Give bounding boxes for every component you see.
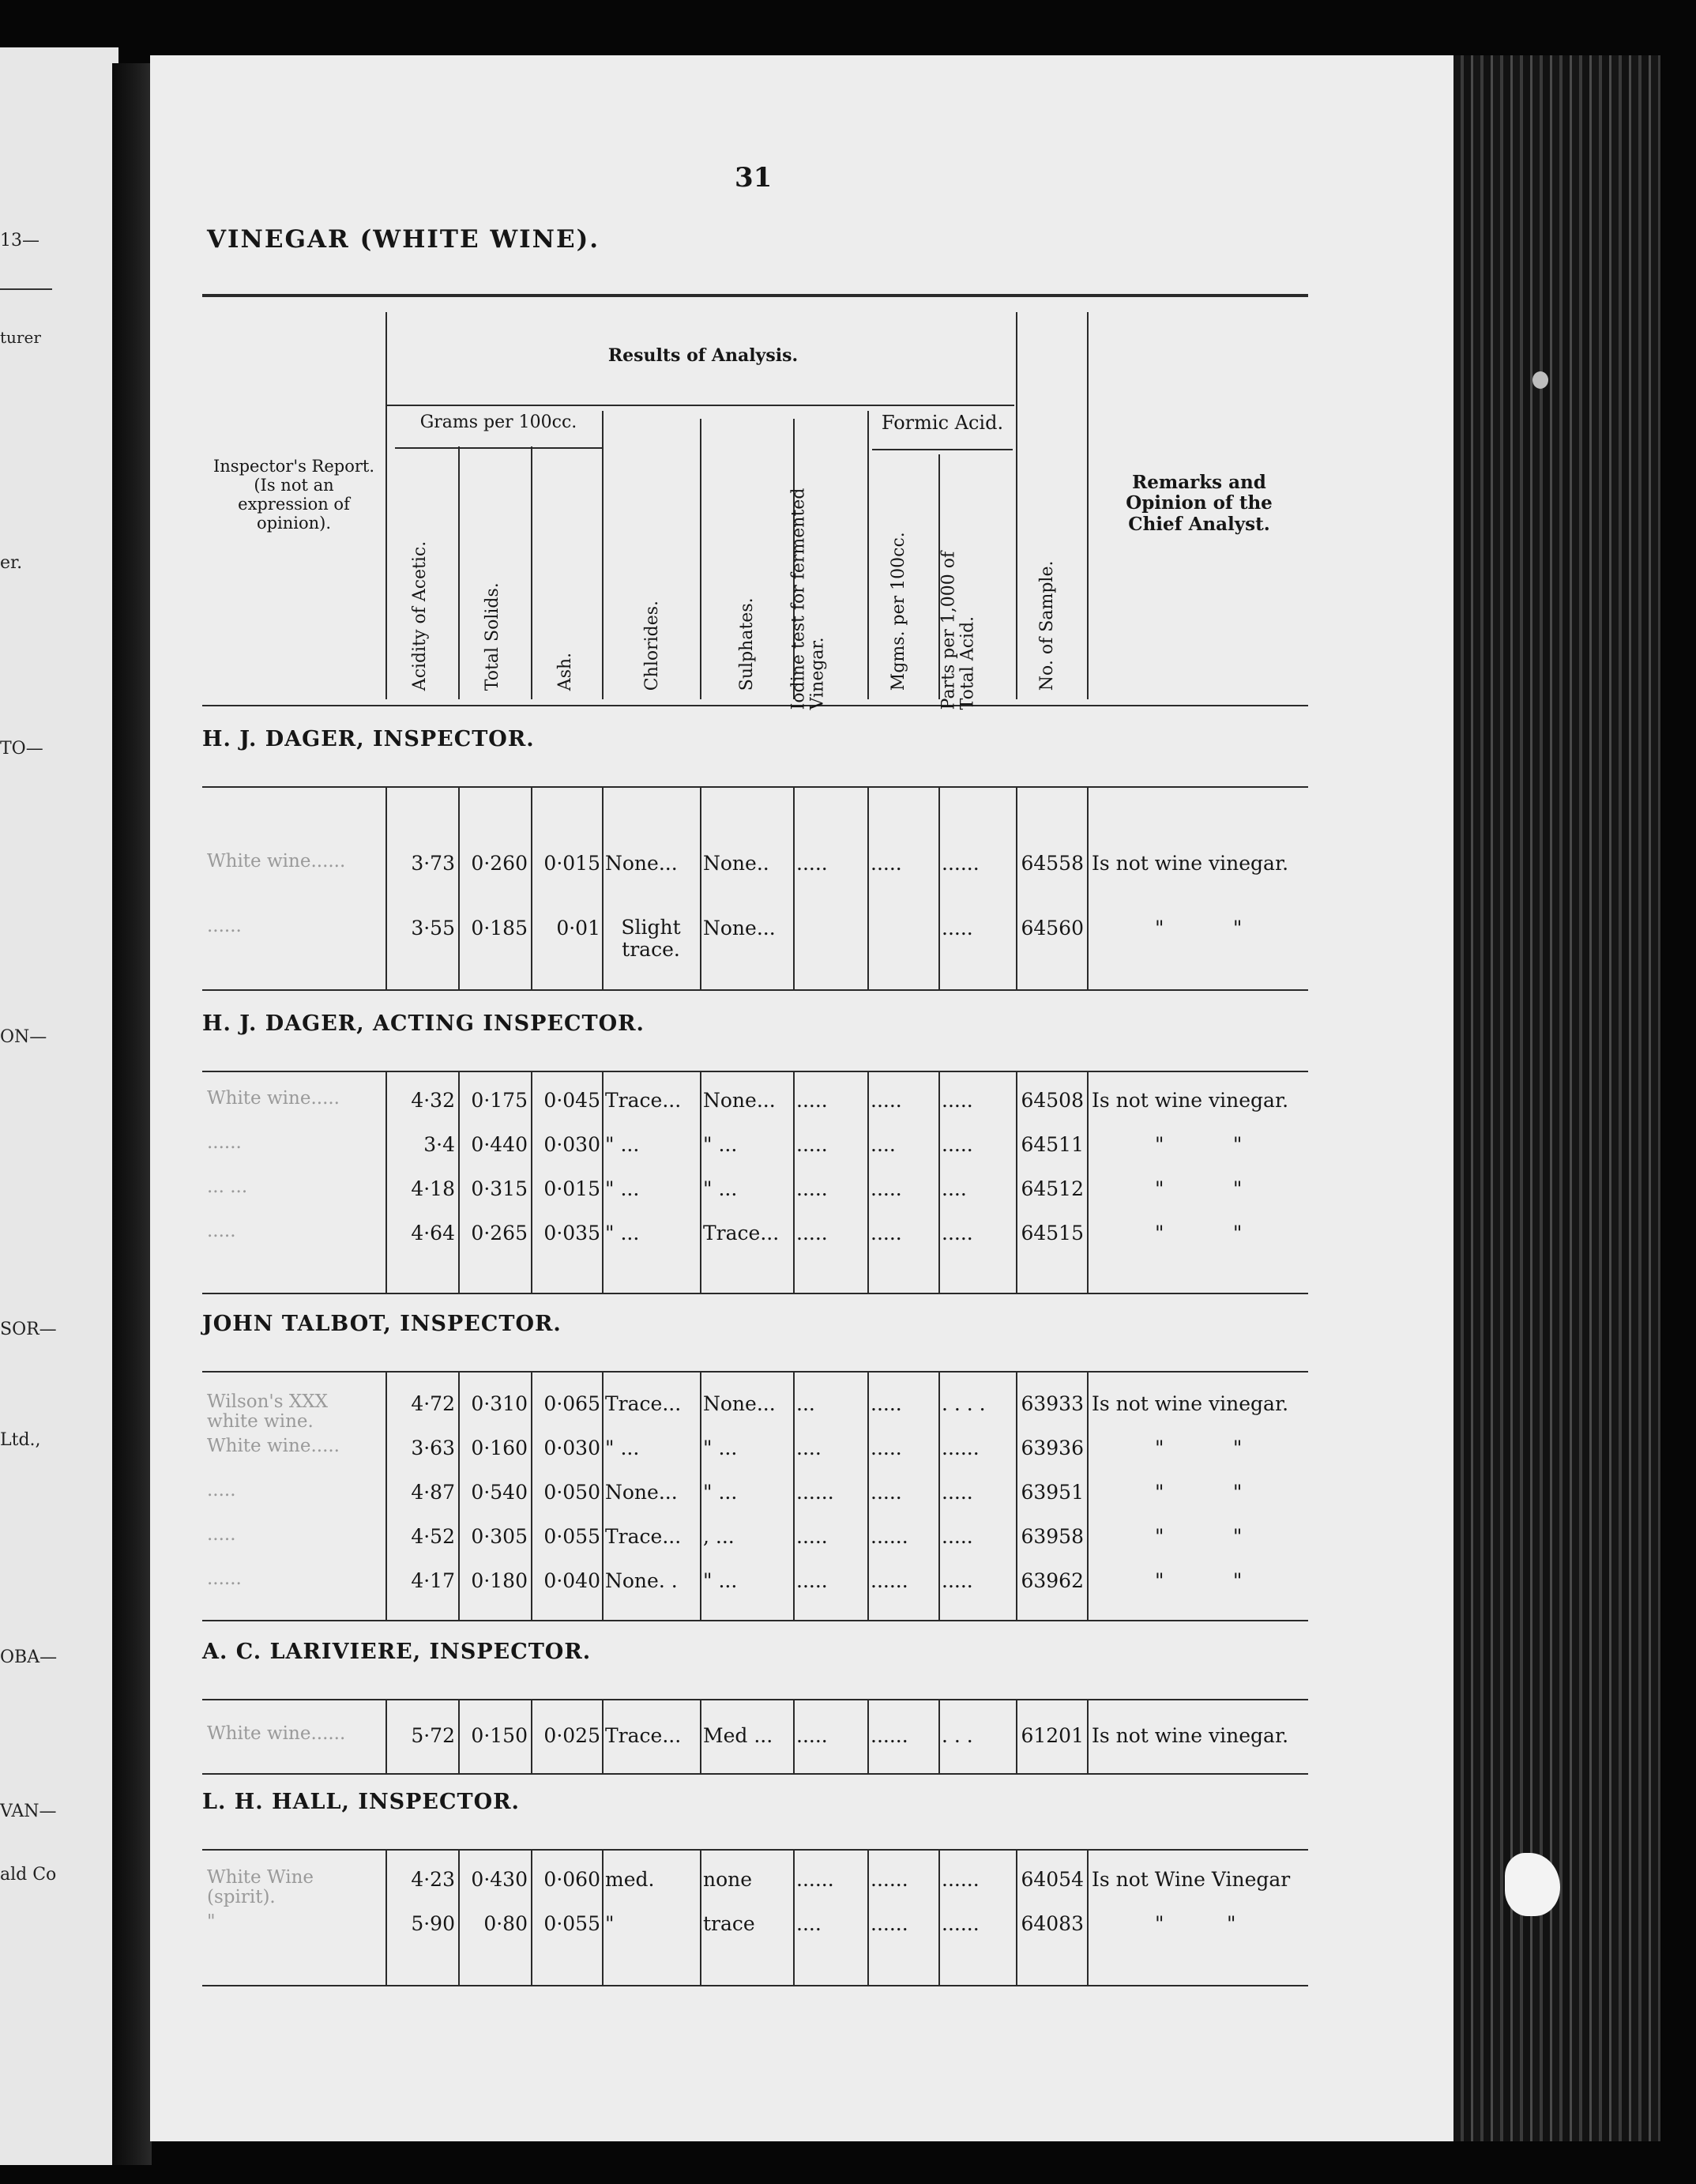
cell-solids: 0·540 — [471, 1481, 528, 1504]
column-divider — [1087, 1072, 1089, 1293]
column-divider — [938, 1373, 940, 1620]
column-divider — [602, 788, 604, 989]
cell-ash: 0·060 — [543, 1868, 600, 1891]
cell-chlorides: " ... — [605, 1133, 640, 1156]
cell-sulphates: trace — [703, 1912, 755, 1935]
cell-acidity: 4·52 — [411, 1525, 455, 1548]
section-rule — [202, 1985, 1308, 1986]
column-divider — [938, 788, 940, 989]
cell-sample: 64511 — [1021, 1133, 1084, 1156]
cell-mgms: ..... — [871, 1089, 902, 1112]
cell-sulphates: , ... — [703, 1525, 735, 1548]
column-divider — [793, 1373, 795, 1620]
column-divider — [700, 1700, 701, 1773]
cell-iodine: ..... — [796, 1569, 828, 1592]
left-page-fragment — [0, 47, 118, 2165]
column-divider — [385, 312, 387, 699]
left-margin-text: SOR— — [0, 1320, 57, 1339]
cell-report: ...... — [207, 1568, 242, 1589]
cell-remarks: " " — [1155, 1177, 1243, 1200]
cell-report: ...... — [207, 916, 242, 936]
column-divider — [602, 411, 604, 699]
column-divider — [938, 1700, 940, 1773]
cell-ash: 0·015 — [543, 852, 600, 875]
cell-chlorides: " ... — [605, 1437, 640, 1459]
cell-sulphates: " ... — [703, 1569, 738, 1592]
header-bottom-rule — [202, 705, 1308, 706]
header-mgms: Mgms. per 100cc. — [888, 532, 908, 691]
column-divider — [700, 1851, 701, 1985]
cell-mgms: ..... — [871, 1222, 902, 1245]
cell-solids: 0·265 — [471, 1222, 528, 1245]
cell-remarks: " " — [1155, 1481, 1243, 1504]
cell-chlorides: Trace... — [605, 1089, 682, 1112]
cell-ash: 0·065 — [543, 1392, 600, 1415]
cell-report: " — [207, 1911, 216, 1932]
column-divider — [458, 446, 460, 699]
cell-acidity: 3·73 — [411, 852, 455, 875]
column-divider — [531, 1072, 532, 1293]
cell-iodine: ... — [796, 1392, 815, 1415]
cell-parts: ..... — [942, 1133, 973, 1156]
column-divider — [602, 1072, 604, 1293]
cell-sample: 61201 — [1021, 1724, 1084, 1747]
cell-ash: 0·025 — [543, 1724, 600, 1747]
left-margin-text: Ltd., — [0, 1430, 41, 1450]
grams-rule — [395, 447, 602, 449]
column-divider — [458, 1373, 460, 1620]
cell-report: White Wine (spirit). — [207, 1867, 314, 1908]
column-divider — [793, 1072, 795, 1293]
cell-solids: 0·260 — [471, 852, 528, 875]
section-rule — [202, 1293, 1308, 1294]
section-inspector-heading: L. H. HALL, INSPECTOR. — [202, 1790, 520, 1814]
cell-parts: ..... — [942, 1222, 973, 1245]
cell-iodine: .... — [796, 1912, 822, 1935]
header-remarks: Remarks and Opinion of the Chief Analyst. — [1126, 472, 1273, 535]
column-divider — [700, 1373, 701, 1620]
cell-chlorides: Trace... — [605, 1724, 682, 1747]
column-divider — [1016, 1373, 1017, 1620]
left-margin-text: OBA— — [0, 1647, 58, 1667]
cell-remarks: " " — [1155, 1525, 1243, 1548]
column-divider — [602, 1851, 604, 1985]
cell-parts: ...... — [942, 1437, 980, 1459]
cell-ash: 0·050 — [543, 1481, 600, 1504]
column-divider — [1016, 1072, 1017, 1293]
cell-chlorides: None... — [605, 852, 678, 875]
cell-parts: ...... — [942, 1868, 980, 1891]
cell-ash: 0·01 — [556, 917, 600, 939]
cell-solids: 0·185 — [471, 917, 528, 939]
column-divider — [1087, 1851, 1089, 1985]
cell-sulphates: None... — [703, 1392, 776, 1415]
cell-iodine: ..... — [796, 1222, 828, 1245]
cell-report: Wilson's XXX white wine. — [207, 1391, 328, 1433]
header-grams-per-100cc: Grams per 100cc. — [419, 412, 577, 432]
header-sample-number: No. of Sample. — [1036, 560, 1057, 691]
column-divider — [385, 1851, 387, 1985]
column-divider — [867, 788, 869, 989]
left-margin-text: 13— — [0, 231, 39, 250]
cell-ash: 0·030 — [543, 1133, 600, 1156]
section-rule — [202, 1620, 1308, 1621]
cell-chlorides: None... — [605, 1481, 678, 1504]
column-divider — [531, 446, 532, 699]
column-divider — [602, 1373, 604, 1620]
cell-ash: 0·055 — [543, 1912, 600, 1935]
column-divider — [700, 419, 701, 699]
header-acidity: Acidity of Acetic. — [409, 540, 430, 691]
book-gutter — [112, 63, 152, 2165]
cell-chlorides: med. — [605, 1868, 655, 1891]
cell-sample: 64054 — [1021, 1868, 1084, 1891]
cell-sulphates: None... — [703, 1089, 776, 1112]
header-iodine-test: Iodine test for fermented Vinegar. — [788, 488, 828, 710]
cell-ash: 0·040 — [543, 1569, 600, 1592]
cell-remarks: Is not wine vinegar. — [1092, 852, 1289, 875]
cell-chlorides: " ... — [605, 1177, 640, 1200]
header-sulphates: Sulphates. — [736, 597, 757, 691]
cell-parts: ..... — [942, 1089, 973, 1112]
cell-report: ..... — [207, 1221, 236, 1241]
cell-sample: 63951 — [1021, 1481, 1084, 1504]
cell-solids: 0·310 — [471, 1392, 528, 1415]
column-divider — [1087, 1373, 1089, 1620]
formic-rule — [872, 449, 1013, 450]
page-edge-stack — [1453, 55, 1660, 2141]
cell-solids: 0·180 — [471, 1569, 528, 1592]
page-number: 31 — [735, 162, 773, 194]
cell-sample: 63936 — [1021, 1437, 1084, 1459]
cell-sample: 63933 — [1021, 1392, 1084, 1415]
cell-remarks: Is not wine vinegar. — [1092, 1089, 1289, 1112]
cell-parts: ..... — [942, 1569, 973, 1592]
cell-iodine: ...... — [796, 1868, 834, 1891]
column-divider — [793, 788, 795, 989]
cell-report: ..... — [207, 1524, 236, 1545]
cell-report: White wine..... — [207, 1436, 340, 1456]
cell-parts: .... — [942, 1177, 967, 1200]
column-divider — [867, 1373, 869, 1620]
cell-sulphates: Trace... — [703, 1222, 780, 1245]
header-chlorides: Chlorides. — [641, 600, 662, 691]
cell-solids: 0·430 — [471, 1868, 528, 1891]
cell-sulphates: None... — [703, 917, 776, 939]
column-divider — [867, 1072, 869, 1293]
column-divider — [1016, 1700, 1017, 1773]
column-divider — [1016, 788, 1017, 989]
cell-mgms: ..... — [871, 1392, 902, 1415]
cell-parts: . . . . — [942, 1392, 986, 1415]
cell-mgms: ..... — [871, 1177, 902, 1200]
cell-solids: 0·305 — [471, 1525, 528, 1548]
cell-sulphates: Med ... — [703, 1724, 773, 1747]
column-divider — [531, 1700, 532, 1773]
column-divider — [1087, 1700, 1089, 1773]
left-margin-text: ald Co — [0, 1865, 57, 1885]
left-margin-text: VAN— — [0, 1802, 57, 1821]
cell-report: ...... — [207, 1132, 242, 1153]
header-inspector-report: Inspector's Report. (Is not an expression of opinion). — [212, 457, 375, 533]
column-divider — [1087, 312, 1089, 699]
header-results-of-analysis: Results of Analysis. — [607, 345, 799, 366]
cell-acidity: 3·4 — [423, 1133, 455, 1156]
cell-sample: 64083 — [1021, 1912, 1084, 1935]
cell-ash: 0·055 — [543, 1525, 600, 1548]
cell-mgms: ..... — [871, 1481, 902, 1504]
column-divider — [700, 1072, 701, 1293]
cell-solids: 0·150 — [471, 1724, 528, 1747]
cell-chlorides: Trace... — [605, 1392, 682, 1415]
cell-acidity: 4·64 — [411, 1222, 455, 1245]
cell-iodine: .... — [796, 1437, 822, 1459]
cell-chlorides: " — [605, 1912, 615, 1935]
cell-remarks: Is not Wine Vinegar — [1092, 1868, 1291, 1891]
cell-sulphates: " ... — [703, 1133, 738, 1156]
section-inspector-heading: H. J. DAGER, INSPECTOR. — [202, 727, 535, 751]
cell-sample: 64512 — [1021, 1177, 1084, 1200]
header-formic-acid: Formic Acid. — [881, 412, 1004, 434]
page-title: VINEGAR (WHITE WINE). — [207, 225, 600, 254]
column-divider — [1016, 1851, 1017, 1985]
cell-sulphates: " ... — [703, 1437, 738, 1459]
cell-ash: 0·015 — [543, 1177, 600, 1200]
column-divider — [938, 1072, 940, 1293]
cell-mgms: .... — [871, 1133, 896, 1156]
paper-damage-mark — [1532, 371, 1548, 389]
left-margin-text: ON— — [0, 1027, 47, 1047]
cell-acidity: 3·63 — [411, 1437, 455, 1459]
cell-chlorides: " ... — [605, 1222, 640, 1245]
cell-solids: 0·80 — [483, 1912, 528, 1935]
cell-solids: 0·175 — [471, 1089, 528, 1112]
cell-acidity: 4·72 — [411, 1392, 455, 1415]
left-margin-text: TO— — [0, 739, 43, 759]
cell-solids: 0·315 — [471, 1177, 528, 1200]
column-divider — [793, 1851, 795, 1985]
cell-chlorides: Trace... — [605, 1525, 682, 1548]
cell-acidity: 4·87 — [411, 1481, 455, 1504]
section-rule — [202, 1071, 1308, 1072]
cell-sample: 64558 — [1021, 852, 1084, 875]
cell-remarks: " " — [1155, 1133, 1243, 1156]
cell-sample: 63958 — [1021, 1525, 1084, 1548]
cell-report: White wine...... — [207, 851, 346, 872]
cell-acidity: 5·90 — [411, 1912, 455, 1935]
cell-iodine: ..... — [796, 1724, 828, 1747]
cell-iodine: ..... — [796, 1133, 828, 1156]
cell-solids: 0·160 — [471, 1437, 528, 1459]
cell-remarks: " " — [1155, 1912, 1236, 1935]
column-divider — [793, 1700, 795, 1773]
left-margin-rule — [0, 288, 52, 290]
cell-sample: 64560 — [1021, 917, 1084, 939]
cell-acidity: 4·32 — [411, 1089, 455, 1112]
cell-iodine: ...... — [796, 1481, 834, 1504]
column-divider — [531, 1373, 532, 1620]
section-inspector-heading: H. J. DAGER, ACTING INSPECTOR. — [202, 1011, 645, 1036]
column-divider — [385, 788, 387, 989]
cell-mgms: ...... — [871, 1569, 908, 1592]
cell-iodine: ..... — [796, 1525, 828, 1548]
column-divider — [867, 411, 869, 699]
header-total-solids: Total Solids. — [482, 582, 502, 691]
column-divider — [700, 788, 701, 989]
section-rule — [202, 1849, 1308, 1851]
header-ash: Ash. — [555, 652, 575, 691]
cell-ash: 0·035 — [543, 1222, 600, 1245]
section-rule — [202, 1699, 1308, 1700]
section-rule — [202, 1371, 1308, 1373]
column-divider — [1016, 312, 1017, 699]
results-rule — [387, 405, 1014, 406]
cell-remarks: Is not wine vinegar. — [1092, 1392, 1289, 1415]
column-divider — [602, 1700, 604, 1773]
cell-chlorides: None. . — [605, 1569, 678, 1592]
cell-mgms: ...... — [871, 1868, 908, 1891]
section-inspector-heading: A. C. LARIVIERE, INSPECTOR. — [202, 1640, 592, 1664]
cell-remarks: " " — [1155, 1437, 1243, 1459]
cell-remarks: Is not wine vinegar. — [1092, 1724, 1289, 1747]
section-rule — [202, 989, 1308, 991]
column-divider — [458, 1851, 460, 1985]
column-divider — [385, 1700, 387, 1773]
column-divider — [531, 788, 532, 989]
cell-sample: 64508 — [1021, 1089, 1084, 1112]
cell-mgms: ..... — [871, 852, 902, 875]
header-parts-per-1000: Parts per 1,000 of Total Acid. — [938, 551, 978, 710]
header-top-rule — [202, 294, 1308, 297]
cell-sulphates: none — [703, 1868, 753, 1891]
cell-sulphates: " ... — [703, 1177, 738, 1200]
cell-acidity: 4·18 — [411, 1177, 455, 1200]
cell-parts: . . . — [942, 1724, 973, 1747]
cell-acidity: 4·23 — [411, 1868, 455, 1891]
cell-parts: ...... — [942, 852, 980, 875]
cell-ash: 0·030 — [543, 1437, 600, 1459]
cell-sulphates: " ... — [703, 1481, 738, 1504]
column-divider — [458, 788, 460, 989]
cell-remarks: " " — [1155, 917, 1243, 939]
cell-iodine: ..... — [796, 1089, 828, 1112]
cell-sample: 63962 — [1021, 1569, 1084, 1592]
cell-mgms: ...... — [871, 1525, 908, 1548]
cell-sample: 64515 — [1021, 1222, 1084, 1245]
cell-iodine: ..... — [796, 1177, 828, 1200]
cell-chlorides: Slight trace. — [621, 916, 681, 961]
cell-mgms: ..... — [871, 1437, 902, 1459]
cell-parts: ..... — [942, 917, 973, 939]
cell-parts: ...... — [942, 1912, 980, 1935]
section-inspector-heading: JOHN TALBOT, INSPECTOR. — [202, 1312, 562, 1336]
cell-ash: 0·045 — [543, 1089, 600, 1112]
cell-mgms: ...... — [871, 1724, 908, 1747]
column-divider — [1087, 788, 1089, 989]
column-divider — [385, 1373, 387, 1620]
cell-acidity: 4·17 — [411, 1569, 455, 1592]
cell-report: White wine..... — [207, 1088, 340, 1109]
column-divider — [867, 1700, 869, 1773]
cell-iodine: ..... — [796, 852, 828, 875]
cell-report: White wine...... — [207, 1723, 346, 1744]
cell-report: ... ... — [207, 1177, 248, 1197]
column-divider — [458, 1072, 460, 1293]
cell-acidity: 3·55 — [411, 917, 455, 939]
column-divider — [867, 1851, 869, 1985]
column-divider — [458, 1700, 460, 1773]
cell-parts: ..... — [942, 1481, 973, 1504]
cell-report: ..... — [207, 1480, 236, 1501]
cell-solids: 0·440 — [471, 1133, 528, 1156]
column-divider — [938, 1851, 940, 1985]
cell-mgms: ...... — [871, 1912, 908, 1935]
cell-acidity: 5·72 — [411, 1724, 455, 1747]
cell-sulphates: None.. — [703, 852, 769, 875]
left-margin-text: turer — [0, 328, 41, 347]
section-rule — [202, 1773, 1308, 1775]
section-rule — [202, 786, 1308, 788]
cell-remarks: " " — [1155, 1569, 1243, 1592]
column-divider — [531, 1851, 532, 1985]
cell-parts: ..... — [942, 1525, 973, 1548]
cell-remarks: " " — [1155, 1222, 1243, 1245]
left-margin-text: er. — [0, 553, 23, 573]
column-divider — [385, 1072, 387, 1293]
